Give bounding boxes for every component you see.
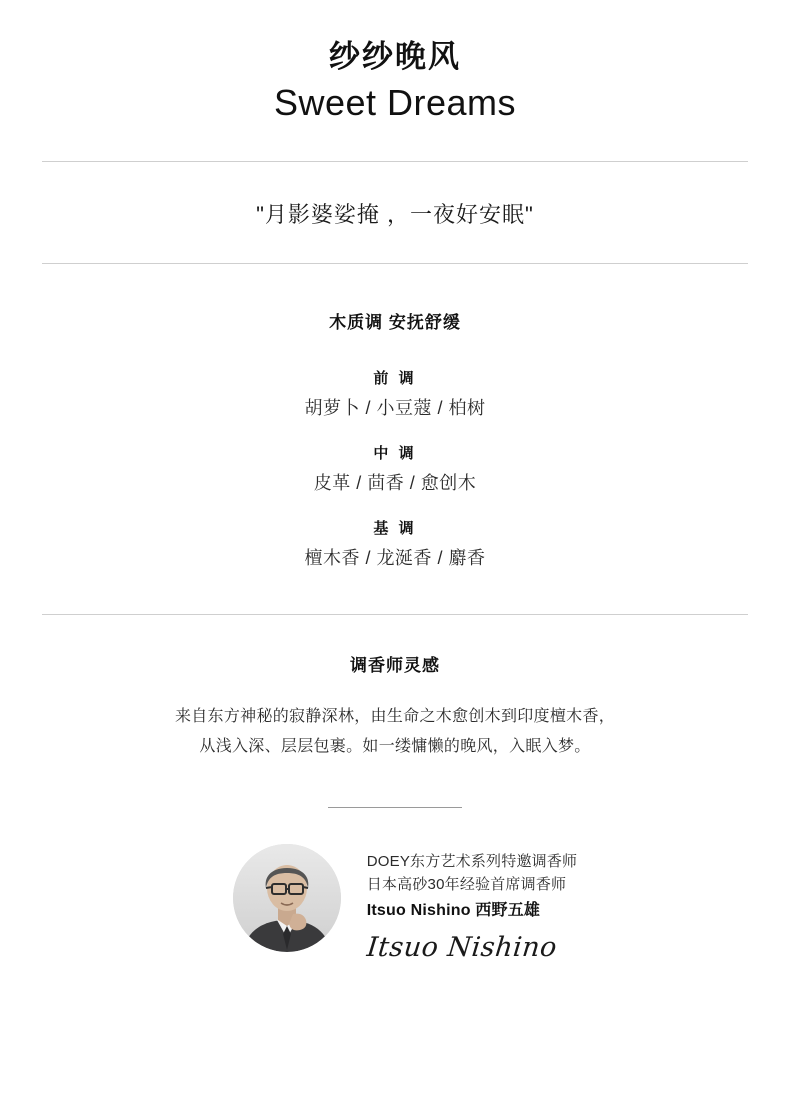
divider-short [328, 807, 462, 808]
avatar-portrait-icon [233, 844, 341, 952]
perfumer-block [42, 844, 748, 963]
inspiration-section [42, 615, 748, 763]
note-value-base: 檀木香 / 龙涎香 / 麝香 [304, 547, 486, 568]
inspiration-line-1: 来自东方神秘的寂静深林，由生命之木愈创木到印度檀木香， [174, 707, 616, 725]
notes-heading: 木质调 安抚舒缓 [329, 312, 461, 332]
note-group-middle [42, 442, 748, 495]
slogan-text: "月影婆娑掩 ，一夜好安眠" [256, 201, 534, 227]
note-group-base [42, 517, 748, 570]
note-value-top: 胡萝卜 / 小豆蔻 / 柏树 [304, 397, 486, 418]
page-title-en: Sweet Dreams [273, 81, 517, 123]
perfumer-signature: Itsuo Nishino [365, 931, 559, 963]
perfumer-line-1: DOEY东方艺术系列特邀调香师 [366, 852, 578, 870]
perfumer-avatar [233, 844, 341, 952]
perfumer-line-2: 日本高砂30年经验首席调香师 [366, 875, 567, 893]
perfumer-info [367, 844, 578, 963]
page-title-cn: 纱纱晚风 [329, 39, 461, 74]
inspiration-line-2: 从浅入深、层层包裹。如一缕慵懒的晚风，入眠入梦。 [199, 738, 591, 756]
note-label-middle: 中 调 [373, 444, 417, 462]
perfumer-name: Itsuo Nishino 西野五雄 [366, 902, 541, 920]
fragrance-notes-section [42, 264, 748, 570]
note-label-top: 前 调 [373, 369, 417, 387]
inspiration-heading: 调香师灵感 [350, 655, 440, 675]
note-value-middle: 皮革 / 茴香 / 愈创木 [313, 472, 477, 493]
page-header [42, 0, 748, 125]
note-group-top [42, 367, 748, 420]
note-label-base: 基 调 [373, 519, 417, 537]
